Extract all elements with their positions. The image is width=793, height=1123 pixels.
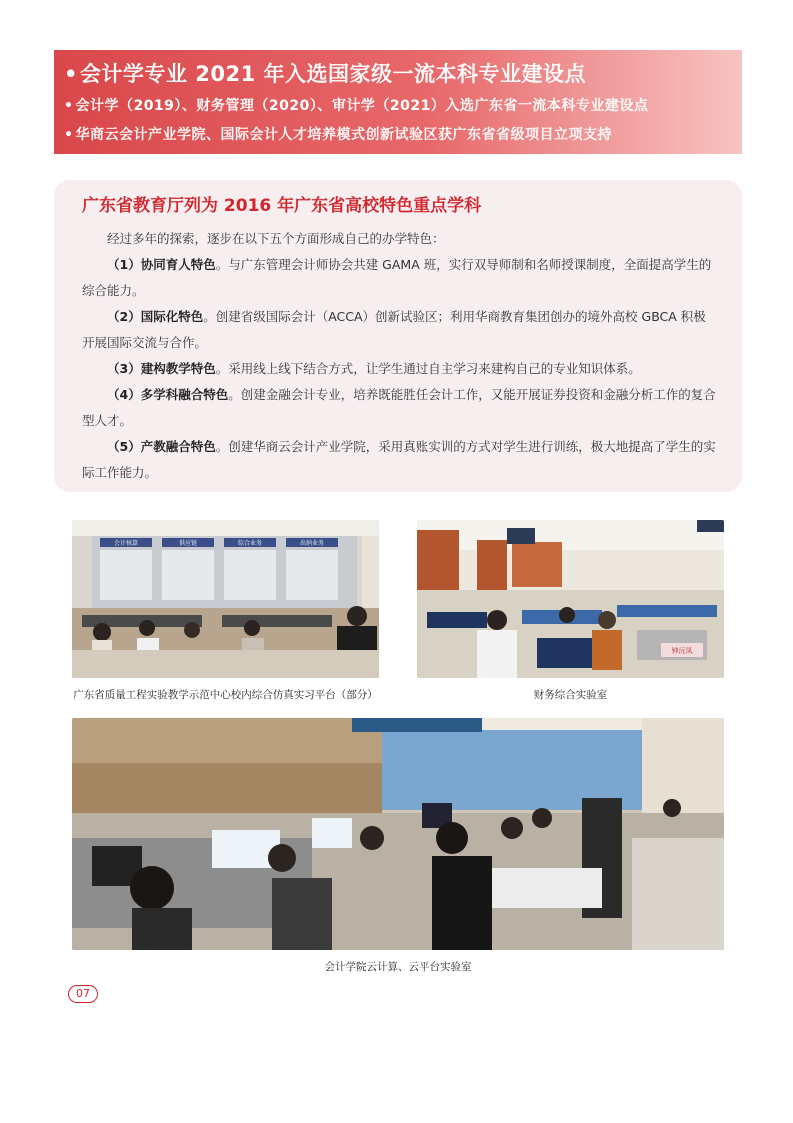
intro-paragraph: 经过多年的探索，逐步在以下五个方面形成自己的办学特色： xyxy=(107,231,445,246)
feature-head: （2）国际化特色 xyxy=(107,309,204,324)
bullet: • xyxy=(64,127,74,143)
counter-sign-4: 出纳业务 xyxy=(299,540,325,547)
feature-item-3 xyxy=(82,356,718,382)
cloud-lab-illustration xyxy=(72,718,724,950)
bullet: • xyxy=(64,62,78,86)
feature-item-5 xyxy=(82,434,718,486)
counter-sign-2: 供应链 xyxy=(178,540,198,547)
feature-head: （5）产教融合特色 xyxy=(107,439,216,454)
counter-sign-3: 综合业务 xyxy=(237,540,263,547)
header-banner xyxy=(54,50,742,154)
feature-text: 。创建华商云会计产业学院，采用真账实训的方式对学生进行训练，极大地提高了学生的实际工作能力。 xyxy=(82,439,716,480)
finance-lab-photo xyxy=(417,520,724,678)
simulation-platform-caption: 广东省质量工程实验教学示范中心校内综合仿真实习平台（部分） xyxy=(73,689,378,701)
banner-line-2 xyxy=(64,92,732,120)
finance-lab-illustration xyxy=(417,520,724,678)
page-number: 07 xyxy=(68,985,98,1003)
finance-lab-caption: 财务综合实验室 xyxy=(533,689,608,701)
counter-sign-1: 会计核算 xyxy=(113,540,139,547)
bullet: • xyxy=(64,98,74,114)
card-title: 广东省教育厅列为 2016 年广东省高校特色重点学科 xyxy=(82,196,482,216)
banner-line-3-text: 华商云会计产业学院、国际会计人才培养模式创新试验区获广东省省级项目立项支持 xyxy=(75,127,612,143)
feature-head: （3）建构教学特色 xyxy=(107,361,216,376)
banner-line-1 xyxy=(64,56,732,92)
banner-line-2-text: 会计学（2019）、财务管理（2020）、审计学（2021）入选广东省一流本科专业建设点 xyxy=(75,98,649,114)
cloud-lab-photo xyxy=(72,718,724,950)
feature-item-1 xyxy=(82,252,718,304)
feature-text: 。创建省级国际会计（ACCA）创新试验区；利用华商教育集团创办的境外高校 GBCA 积极开展国际交流与合作。 xyxy=(82,309,706,350)
simulation-platform-photo xyxy=(72,520,379,678)
banner-line-3 xyxy=(64,120,732,150)
banner-line-1-text: 会计学专业 2021 年入选国家级一流本科专业建设点 xyxy=(79,62,587,86)
feature-item-2 xyxy=(82,304,718,356)
feature-text: 。采用线上线下结合方式，让学生通过自主学习来建构自己的专业知识体系。 xyxy=(215,361,641,376)
nameplate: 钟沅凤 xyxy=(671,647,693,655)
simulation-platform-illustration xyxy=(72,520,379,678)
feature-item-4 xyxy=(82,382,718,434)
cloud-lab-caption: 会计学院云计算、云平台实验室 xyxy=(324,961,472,973)
feature-head: （1）协同育人特色 xyxy=(107,257,216,272)
feature-head: （4）多学科融合特色 xyxy=(107,387,229,402)
feature-text: 。创建金融会计专业，培养既能胜任会计工作，又能开展证券投资和金融分析工作的复合型人才。 xyxy=(82,387,716,428)
features-card xyxy=(54,180,742,492)
feature-text: 。与广东管理会计师协会共建 GAMA 班，实行双导师制和名师授课制度，全面提高学生的综合能力。 xyxy=(82,257,712,298)
